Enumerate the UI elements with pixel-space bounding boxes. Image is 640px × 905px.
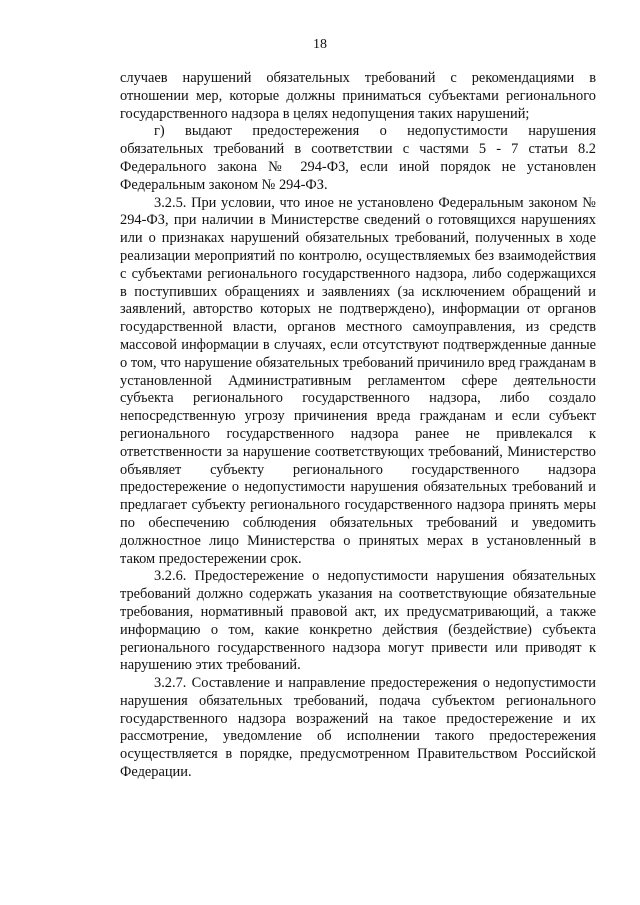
paragraph-continuation: случаев нарушений обязательных требований с рекомендациями в отношении мер, которые должны приниматься субъектами регионального государственного надзора в целях недопущения таких нарушений; xyxy=(120,70,596,122)
page-number: 18 xyxy=(313,37,327,52)
paragraph-item-g: г) выдают предостережения о недопустимости нарушения обязательных требований в соответствии с частями 5 - 7 статьи 8.2 Федерального закона № 294-ФЗ, если иной порядок не установлен Федеральным законом № 294-ФЗ. xyxy=(120,123,596,193)
paragraph-3-2-7: 3.2.7. Составление и направление предостережения о недопустимости нарушения обязательных требований, подача субъектом регионального государственного надзора возражений на такое предостережение и их рассмотрение, уведомление об исполнении такого предостережения осуществляется в порядке, предусмотренном Правительством Российской Федерации. xyxy=(120,675,596,781)
paragraph-3-2-6: 3.2.6. Предостережение о недопустимости нарушения обязательных требований должно содержать указания на соответствующие обязательные требования, нормативный правовой акт, их предусматривающий, а также информацию о том, какие конкретно действия (бездействие) субъекта регионального государственного надзора могут привести или приводят к нарушению этих требований. xyxy=(120,568,596,674)
document-body xyxy=(120,70,596,782)
paragraph-3-2-5: 3.2.5. При условии, что иное не установлено Федеральным законом № 294-ФЗ, при наличии в Министерстве сведений о готовящихся нарушениях или о признаках нарушений обязательных требований, полученных в ходе реализации мероприятий по контролю, осуществляемых без взаимодействия с субъектами регионального государственного надзора, либо содержащихся в поступивших обращениях и заявлениях (за исключением обращений и заявлений, авторство которых не подтверждено), информации от органов государственной власти, органов местного самоуправления, из средств массовой информации в случаях, если отсутствуют подтвержденные данные о том, что нарушение обязательных требований причинило вред гражданам в установленной Административным регламентом сфере деятельности субъекта регионального государственного надзора, либо создало непосредственную угрозу причинения вреда гражданам и если субъект регионального государственного надзора ранее не привлекался к ответственности за нарушение соответствующих требований, Министерство объявляет субъекту регионального государственного надзора предостережение о недопустимости нарушения обязательных требований и предлагает субъекту регионального государственного надзора принять меры по обеспечению соблюдения обязательных требований и уведомить должностное лицо Министерства о принятых мерах в установленный в таком предостережении срок. xyxy=(120,194,596,567)
